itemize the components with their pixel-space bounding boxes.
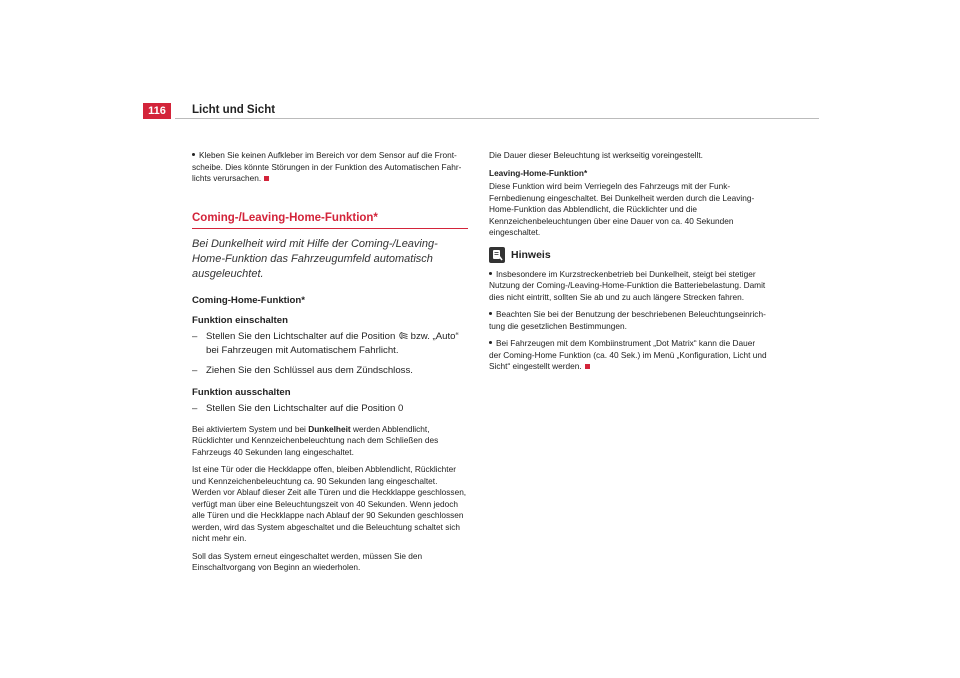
step-2: – Ziehen Sie den Schlüssel aus dem Zündschloss. (192, 364, 413, 376)
step-1-text-a: Stellen Sie den Lichtschalter auf die Position (206, 330, 396, 342)
left-column (192, 150, 468, 580)
paragraph-1: Bei aktiviertem System und bei Dunkelheit werden Abblendlicht, Rücklichter und Kennzeichenbeleuchtung nach dem Schließen des Fahrzeugs 40 Sekunden lang eingeschaltet. (192, 423, 439, 457)
switch-off-heading: Funktion ausschalten (192, 386, 291, 398)
page-number: 116 (148, 105, 166, 117)
section-intro: Bei Dunkelheit wird mit Hilfe der Coming-/Leaving-Home-Funktion das Fahrzeugumfeld automatisch ausgeleuchtet. (192, 237, 438, 280)
step-1-text-b: bzw. „Auto“ bei Fahrzeugen mit Automatischem Fahrlicht. (206, 330, 459, 356)
dunkelheit-bold: Dunkelheit (308, 423, 351, 434)
header-divider (175, 118, 819, 119)
right-column (489, 150, 769, 379)
step-1: – Stellen Sie den Lichtschalter auf die Position bzw. „Auto“ bei Fahrzeugen mit Automatischem Fahrlicht. (192, 330, 459, 356)
step-2-text: Ziehen Sie den Schlüssel aus dem Zündschloss. (206, 364, 413, 376)
sensor-note (192, 150, 468, 185)
page-header-title: Licht und Sicht (192, 104, 276, 116)
hinweis-note-icon (489, 247, 505, 263)
end-marker-icon (585, 364, 590, 369)
bullet-icon (489, 312, 492, 315)
hinweis-heading (489, 247, 769, 263)
hinweis-bullet-2: Beachten Sie bei der Benutzung der beschriebenen Beleuchtungseinrichtung die gesetzlichen Bestimmungen. (489, 309, 766, 331)
hinweis-bullet-1: Insbesondere im Kurzstreckenbetrieb bei Dunkelheit, steigt bei stetiger Nutzung der Coming-/Leaving-Home-Funktion die Batteriebelastung. Damit dies nicht eintritt, sollten Sie ab und zu auch längere Strecken fahren. (489, 268, 766, 302)
hinweis-bullet-3: Bei Fahrzeugen mit dem Kombiinstrument „Dot Matrix“ kann die Dauer der Coming-Home Funktion (ca. 40 Sek.) im Menü „Konfiguration, Licht und Sicht“ eingestellt werden. (489, 338, 767, 371)
paragraph-3: Soll das System erneut eingeschaltet werden, müssen Sie den Einschaltvorgang von Beginn an wiederholen. (192, 550, 423, 572)
right-paragraph-1: Die Dauer dieser Beleuchtung ist werkseitig voreingestellt. (489, 150, 703, 160)
low-beam-headlight-icon (398, 332, 408, 339)
end-marker-icon (264, 176, 269, 181)
bullet-icon (489, 272, 492, 275)
bullet-icon (489, 341, 492, 344)
paragraph-2: Ist eine Tür oder die Heckklappe offen, bleiben Abblendlicht, Rücklichter und Kennzeichenbeleuchtung ca. 90 Sekunden lang eingeschaltet. Werden vor Ablauf dieser Zeit alle Türen und die Heckklappe geschlossen, verfügt man über eine Beleuchtungszeit von 40 Sekunden. Wenn jedoch alle Türen und die Heckklappe nach Ablauf der 90 Sekunden geschlossen werden, wird das System abgeschaltet und die Beleuchtung schaltet sich nicht mehr ein. (192, 464, 467, 543)
coming-home-heading: Coming-Home-Funktion* (192, 294, 305, 306)
step-3: – Stellen Sie den Lichtschalter auf die Position 0 (192, 402, 404, 414)
step-3-text: Stellen Sie den Lichtschalter auf die Position 0 (206, 402, 404, 414)
hinweis-label: Hinweis (511, 248, 551, 261)
bullet-icon (192, 153, 195, 156)
sensor-note-text: Kleben Sie keinen Aufkleber im Bereich vor dem Sensor auf die Frontscheibe. Dies könnte Störungen in der Funktion des Automatischen Fahrlichts verursachen. (192, 150, 462, 183)
right-paragraph-2: Diese Funktion wird beim Verriegeln des Fahrzeugs mit der Funk-Fernbedienung eingeschaltet. Bei Dunkelheit werden durch die Leaving-Home-Funktion das Abblendlicht, die Rücklichter und die Kennzeichenbeleuchtungen über eine Dauer von ca. 40 Sekunden eingeschaltet. (489, 181, 755, 237)
section-title: Coming-/Leaving-Home-Funktion* (192, 212, 468, 229)
leaving-home-heading: Leaving-Home-Funktion* (489, 167, 588, 178)
switch-on-heading: Funktion einschalten (192, 314, 288, 326)
